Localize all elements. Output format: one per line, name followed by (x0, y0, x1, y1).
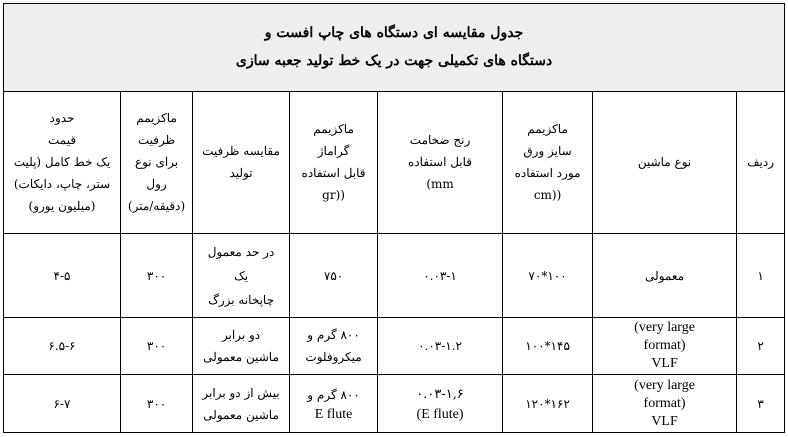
cell-roll-speed: ۳۰۰ (121, 375, 193, 433)
cell-capacity: بیش از دو برابر ماشین معمولی (193, 375, 290, 433)
header-sheet-size: ماکزیمم سایز ورق مورد استفاده cm)) (503, 91, 593, 233)
cell-price: ۶-۷ (4, 375, 121, 433)
header-thickness-range: رنج ضخامت قابل استفاده (mm (378, 91, 503, 233)
title-line-2: دستگاه های تکمیلی جهت در یک خط تولید جعبه سازی (235, 53, 553, 70)
header-capacity-comparison: مقایسه ظرفیت تولید (193, 91, 290, 233)
cell-sheet-size: ۱۶۲*۱۲۰ (503, 375, 593, 433)
cell-row-number: ۳ (737, 375, 785, 433)
comparison-table (3, 3, 785, 433)
cell-sheet-size: ۱۴۵*۱۰۰ (503, 317, 593, 375)
header-row (4, 91, 785, 233)
header-machine-type: نوع ماشین (593, 91, 737, 233)
cell-grammage: ۷۵۰ (290, 234, 378, 318)
cell-machine-type: (very large format) VLF (593, 317, 737, 375)
table-row (4, 375, 785, 433)
cell-row-number: ۱ (737, 234, 785, 318)
cell-roll-speed: ۳۰۰ (121, 317, 193, 375)
cell-machine-type: معمولی (593, 234, 737, 318)
cell-thickness-range: ۰.۰۳-۱.۲ (378, 317, 503, 375)
cell-grammage: ۸۰۰ گرم و میکروفلوت (290, 317, 378, 375)
cell-price: ۶.۵-۶ (4, 317, 121, 375)
cell-grammage: ۸۰۰ گرم و E flute (290, 375, 378, 433)
cell-sheet-size: ۱۰۰*۷۰ (503, 234, 593, 318)
cell-row-number: ۲ (737, 317, 785, 375)
cell-machine-type: (very large format) VLF (593, 375, 737, 433)
cell-thickness-range: ۰.۰۳-۱,۶ (E flute) (378, 375, 503, 433)
table-row (4, 317, 785, 375)
comparison-table-container (3, 3, 784, 433)
cell-thickness-range: ۰.۰۳-۱ (378, 234, 503, 318)
cell-price: ۴-۵ (4, 234, 121, 318)
cell-capacity: در حد معمول یک چاپخانه بزرگ (193, 234, 290, 318)
table-title (4, 4, 785, 92)
header-price: حدود قیمت یک خط کامل (پلیت ستر، چاپ، دایکات) (میلیون یورو) (4, 91, 121, 233)
cell-roll-speed: ۳۰۰ (121, 234, 193, 318)
table-row (4, 234, 785, 318)
header-roll-speed: ماکزیمم ظرفیت برای نوع رول (دقیقه/متر) (121, 91, 193, 233)
title-line-1: جدول مقایسه ای دستگاه های چاپ افست و (264, 25, 524, 42)
header-row-number: ردیف (737, 91, 785, 233)
header-grammage: ماکزیمم گراماژ قابل استفاده gr)) (290, 91, 378, 233)
cell-capacity: دو برابر ماشین معمولی (193, 317, 290, 375)
